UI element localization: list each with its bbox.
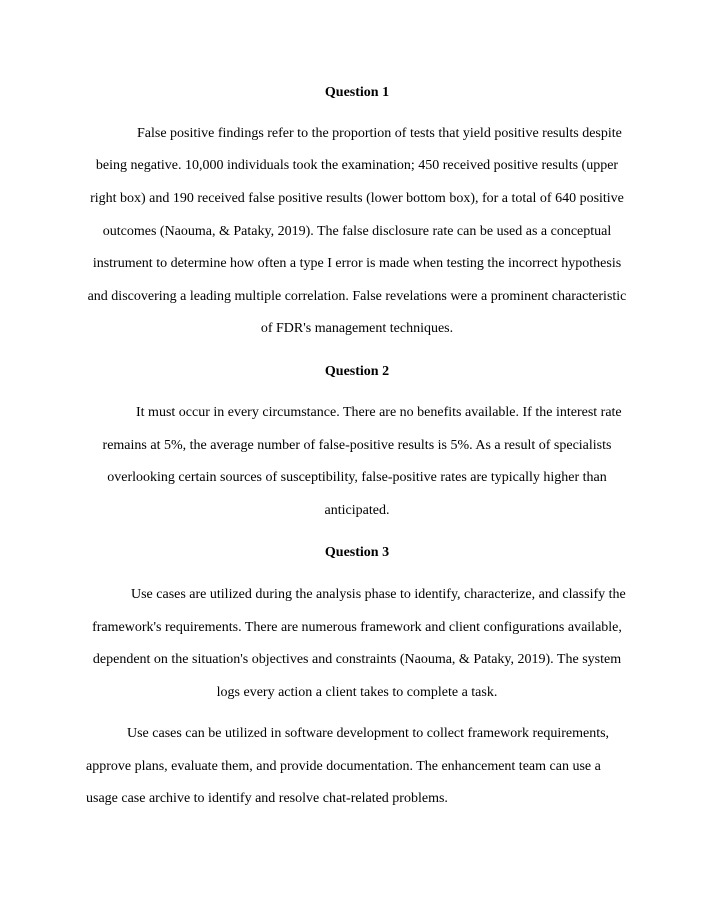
q3-p1-line-2: framework's requirements. There are numerous framework and client configurations available, — [92, 620, 622, 635]
q2-line-4: anticipated. — [324, 503, 390, 518]
q1-line-3: right box) and 190 received false positive results (lower bottom box), for a total of 640 positive — [90, 191, 624, 206]
q1-line-2: being negative. 10,000 individuals took the examination; 450 received positive results (upper — [95, 158, 619, 173]
q2-line-1-text: It must occur in every circumstance. There are no benefits available. If the interest rate — [136, 405, 622, 420]
q1-line-6: and discovering a leading multiple correlation. False revelations were a prominent characteristic — [87, 289, 627, 304]
question-1-heading: Question 1 — [324, 85, 390, 100]
q1-line-1-text: False positive findings refer to the proportion of tests that yield positive results despite — [137, 126, 622, 141]
q3-p2-line-2-text: approve plans, evaluate them, and provide documentation. The enhancement team can use a — [86, 759, 601, 774]
question-2-heading: Question 2 — [324, 364, 390, 379]
q1-line-4: outcomes (Naouma, & Pataky, 2019). The false disclosure rate can be used as a conceptual — [102, 224, 612, 239]
question-3-heading: Question 3 — [324, 545, 390, 560]
q3-p1-line-4: logs every action a client takes to complete a task. — [216, 685, 498, 700]
q2-line-3: overlooking certain sources of susceptibility, false-positive rates are typically higher than — [107, 470, 607, 485]
q3-p2-line-3-text: usage case archive to identify and resolve chat-related problems. — [86, 791, 448, 806]
q1-line-5: instrument to determine how often a type I error is made when testing the incorrect hypothesis — [92, 256, 622, 271]
q3-p2-line-1-text: Use cases can be utilized in software development to collect framework requirements, — [127, 726, 610, 741]
q2-line-2: remains at 5%, the average number of false-positive results is 5%. As a result of specialists — [102, 438, 612, 453]
q1-line-7: of FDR's management techniques. — [260, 321, 454, 336]
q3-p1-line-1-text: Use cases are utilized during the analysis phase to identify, characterize, and classify the — [131, 587, 626, 602]
q3-p1-line-3: dependent on the situation's objectives and constraints (Naouma, & Pataky, 2019). The system — [92, 652, 622, 667]
